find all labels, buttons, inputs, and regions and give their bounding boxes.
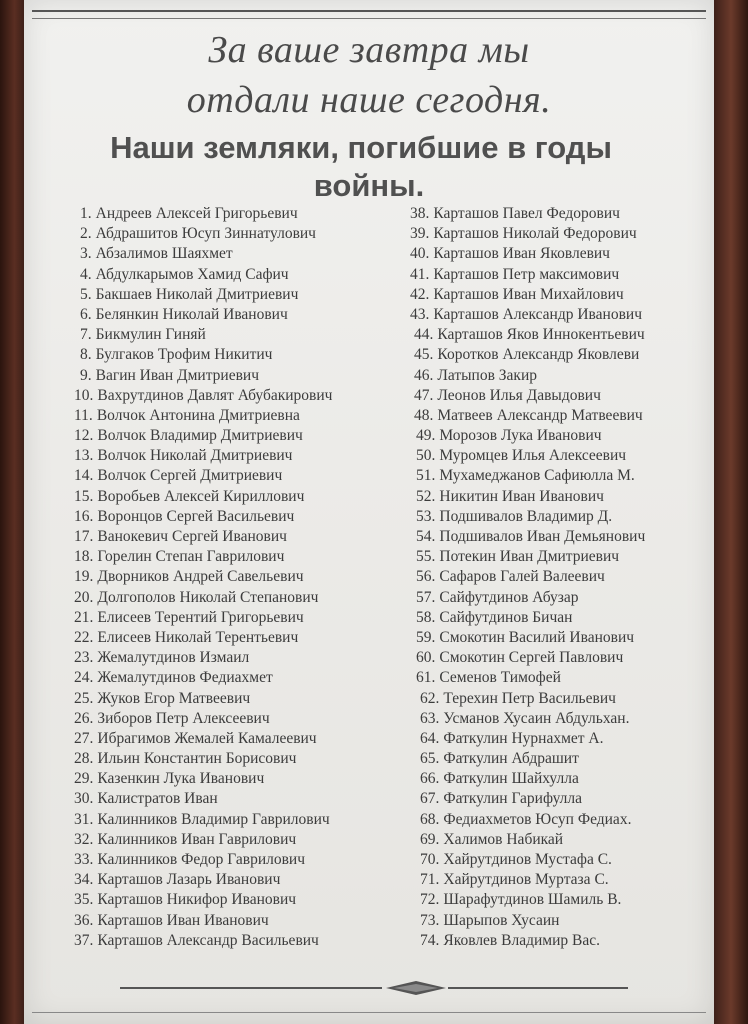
subheading-line-2: войны. — [313, 168, 425, 203]
entry-number: 57. — [416, 588, 436, 606]
entry-number: 61. — [416, 669, 436, 687]
entry-name: Потекин Иван Дмитриевич — [439, 548, 620, 566]
name-entry — [416, 547, 710, 567]
name-entry — [420, 931, 710, 951]
name-entry — [410, 204, 710, 224]
entry-name: Булгаков Трофим Никитич — [95, 346, 273, 364]
entry-name: Вагин Иван Дмитриевич — [95, 366, 259, 384]
name-entry — [416, 466, 710, 486]
name-entry — [414, 325, 710, 345]
entry-number: 9. — [80, 366, 92, 384]
name-entry — [74, 426, 420, 446]
name-entry — [74, 588, 420, 608]
entry-number: 32. — [74, 830, 94, 848]
name-entry — [420, 789, 710, 809]
entry-name: Горелин Степан Гаврилович — [97, 548, 285, 566]
entry-number: 2. — [80, 225, 92, 243]
entry-name: Яковлев Владимир Вас. — [443, 931, 600, 949]
entry-name: Усманов Хусаин Абдульхан. — [443, 709, 630, 727]
name-entry — [416, 648, 710, 668]
name-entry — [410, 224, 710, 244]
name-entry — [74, 830, 420, 850]
entry-number: 17. — [74, 528, 94, 545]
heading-line-2: отдали наше сегодня. — [186, 79, 552, 121]
name-entry — [74, 931, 420, 951]
name-entry — [410, 285, 710, 305]
entry-number: 7. — [80, 326, 92, 344]
entry-name: Вахрутдинов Давлят Абубакирович — [97, 386, 333, 404]
name-entry — [74, 386, 420, 406]
entry-name: Смокотин Сергей Павлович — [439, 649, 624, 667]
entry-name: Муромцев Илья Алексеевич — [439, 447, 627, 465]
entry-number: 52. — [416, 487, 436, 505]
entry-name: Ильин Константин Борисович — [97, 750, 297, 768]
memorial-sheet — [24, 0, 714, 1024]
entry-number: 37. — [74, 931, 94, 949]
name-entry — [420, 890, 710, 910]
entry-number: 42. — [410, 285, 430, 303]
bottom-rule-left — [120, 987, 382, 989]
entry-name: Бакшаев Николай Дмитриевич — [95, 285, 299, 303]
name-entry — [74, 466, 420, 486]
entry-number: 74. — [420, 931, 440, 949]
name-entry — [416, 567, 710, 587]
subheading-line-1: Наши земляки, погибшие в годы — [110, 130, 612, 165]
name-entry — [80, 345, 420, 365]
entry-number: 64. — [420, 729, 440, 747]
entry-number: 16. — [74, 507, 94, 525]
entry-number: 29. — [74, 770, 94, 788]
entry-number: 45. — [414, 346, 434, 364]
wood-frame-left — [0, 0, 24, 1024]
entry-number: 24. — [74, 669, 94, 687]
entry-number: 33. — [74, 851, 94, 868]
name-entry — [80, 244, 420, 264]
name-entry — [74, 527, 420, 547]
entry-number: 49. — [416, 427, 436, 445]
name-entry — [74, 547, 420, 567]
entry-name: Волчок Владимир Дмитриевич — [97, 427, 303, 445]
entry-name: Калистратов Иван — [97, 790, 218, 808]
entry-name: Халимов Набикай — [443, 830, 564, 848]
name-entry — [80, 305, 420, 325]
entry-number: 63. — [420, 709, 440, 727]
name-entry — [74, 406, 420, 426]
name-entry — [420, 709, 710, 729]
entry-name: Казенкин Лука Иванович — [97, 770, 265, 788]
entry-name: Фаткулин Абдрашит — [443, 750, 579, 768]
entry-name: Волчок Николай Дмитриевич — [97, 447, 293, 465]
entry-name: Абдрашитов Юсуп Зиннатулович — [95, 225, 316, 243]
entry-name: Терехин Петр Васильевич — [443, 689, 616, 707]
entry-number: 40. — [410, 245, 430, 263]
entry-number: 46. — [414, 366, 434, 384]
entry-number: 31. — [74, 810, 94, 828]
entry-name: Калинников Иван Гаврилович — [97, 830, 297, 848]
entry-number: 44. — [414, 326, 434, 344]
name-entry — [74, 507, 420, 527]
entry-name: Абдулкарымов Хамид Сафич — [95, 265, 289, 283]
entry-name: Карташов Александр Васильевич — [97, 931, 319, 949]
entry-number: 67. — [420, 790, 440, 808]
entry-name: Леонов Илья Давыдович — [437, 386, 601, 404]
entry-number: 73. — [420, 911, 440, 929]
name-entry — [74, 870, 420, 890]
entry-number: 6. — [80, 305, 92, 323]
entry-number: 48. — [414, 406, 434, 424]
entry-name: Сайфутдинов Бичан — [439, 608, 573, 626]
entry-name: Морозов Лука Иванович — [439, 427, 602, 445]
name-entry — [74, 749, 420, 769]
name-entry — [74, 648, 420, 668]
name-entry — [80, 325, 420, 345]
name-entry — [74, 668, 420, 688]
name-entry — [414, 406, 710, 426]
entry-number: 15. — [74, 487, 94, 505]
entry-number: 35. — [74, 891, 94, 909]
entry-name: Абзалимов Шаяхмет — [95, 245, 233, 263]
name-entry — [80, 265, 420, 285]
entry-number: 54. — [416, 528, 436, 545]
entry-name: Ибрагимов Жемалей Камалеевич — [97, 729, 317, 747]
entry-number: 18. — [74, 548, 94, 566]
heading-line-1: За ваше завтра мы — [208, 29, 530, 71]
entry-name: Воробьев Алексей Кириллович — [97, 487, 305, 505]
entry-name: Шарафутдинов Шамиль В. — [443, 891, 622, 909]
entry-number: 4. — [80, 265, 92, 283]
entry-number: 13. — [74, 447, 94, 465]
name-entry — [74, 709, 420, 729]
entry-name: Коротков Александр Яковлеви — [437, 346, 640, 364]
entry-name: Подшивалов Иван Демьянович — [439, 528, 646, 545]
name-entry — [410, 265, 710, 285]
name-entry — [420, 850, 710, 870]
entry-name: Андреев Алексей Григорьевич — [95, 205, 298, 222]
entry-number: 69. — [420, 830, 440, 848]
name-entry — [410, 244, 710, 264]
entry-number: 39. — [410, 225, 430, 243]
entry-name: Смокотин Василий Иванович — [439, 628, 635, 646]
entry-name: Карташов Петр максимович — [433, 265, 620, 283]
name-entry — [416, 668, 710, 688]
entry-number: 21. — [74, 608, 94, 626]
names-list-left — [74, 204, 420, 951]
name-entry — [416, 628, 710, 648]
entry-name: Зиборов Петр Алексеевич — [97, 709, 270, 727]
entry-name: Жемалутдинов Измаил — [97, 649, 250, 667]
name-entry — [420, 749, 710, 769]
entry-name: Сайфутдинов Абузар — [439, 588, 579, 606]
entry-number: 1. — [80, 205, 92, 222]
entry-name: Шарыпов Хусаин — [443, 911, 560, 929]
entry-name: Мухамеджанов Сафиюлла М. — [439, 467, 635, 485]
entry-name: Карташов Иван Иванович — [97, 911, 269, 929]
name-entry — [420, 810, 710, 830]
name-entry — [74, 789, 420, 809]
name-entry — [74, 689, 420, 709]
entry-number: 8. — [80, 346, 92, 364]
entry-name: Жуков Егор Матвеевич — [97, 689, 251, 707]
entry-name: Карташов Николай Федорович — [433, 225, 637, 243]
entry-number: 41. — [410, 265, 430, 283]
entry-number: 56. — [416, 568, 436, 586]
name-entry — [80, 204, 420, 224]
entry-number: 47. — [414, 386, 434, 404]
name-entry — [416, 507, 710, 527]
name-entry — [416, 608, 710, 628]
bottom-rule-right — [448, 987, 628, 989]
entry-name: Никитин Иван Иванович — [439, 487, 604, 505]
name-entry — [80, 285, 420, 305]
entry-name: Семенов Тимофей — [439, 669, 561, 687]
entry-number: 72. — [420, 891, 440, 909]
entry-name: Бикмулин Гиняй — [95, 326, 206, 344]
name-entry — [74, 769, 420, 789]
entry-number: 43. — [410, 305, 430, 323]
name-entry — [416, 527, 710, 547]
wood-frame-right — [714, 0, 748, 1024]
entry-name: Долгополов Николай Степанович — [97, 588, 319, 606]
entry-name: Елисеев Терентий Григорьевич — [97, 608, 304, 626]
entry-number: 66. — [420, 770, 440, 788]
entry-number: 20. — [74, 588, 94, 606]
names-list-right — [410, 204, 710, 951]
entry-number: 58. — [416, 608, 436, 626]
entry-name: Фаткулин Шайхулла — [443, 770, 579, 788]
name-entry — [420, 870, 710, 890]
entry-number: 23. — [74, 649, 94, 667]
top-rule-thin — [32, 18, 706, 19]
entry-number: 38. — [410, 205, 430, 222]
name-entry — [420, 830, 710, 850]
entry-number: 71. — [420, 871, 440, 889]
name-entry — [420, 729, 710, 749]
entry-number: 11. — [74, 406, 93, 424]
entry-name: Карташов Иван Михайлович — [433, 285, 624, 303]
entry-name: Карташов Павел Федорович — [433, 205, 620, 222]
entry-name: Карташов Иван Яковлевич — [433, 245, 610, 263]
entry-number: 55. — [416, 548, 436, 566]
entry-number: 70. — [420, 851, 440, 868]
entry-number: 10. — [74, 386, 94, 404]
name-entry — [416, 588, 710, 608]
entry-number: 51. — [416, 467, 436, 485]
entry-name: Волчок Антонина Дмитриевна — [96, 406, 300, 424]
entry-number: 59. — [416, 628, 436, 646]
entry-number: 25. — [74, 689, 94, 707]
name-entry — [420, 689, 710, 709]
entry-number: 19. — [74, 568, 94, 586]
name-entry — [416, 426, 710, 446]
entry-name: Карташов Яков Иннокентьевич — [437, 326, 645, 344]
entry-name: Хайрутдинов Муртаза С. — [443, 871, 609, 889]
entry-number: 26. — [74, 709, 94, 727]
entry-name: Карташов Никифор Иванович — [97, 891, 297, 909]
entry-number: 62. — [420, 689, 440, 707]
entry-number: 30. — [74, 790, 94, 808]
name-entry — [414, 386, 710, 406]
entry-name: Фаткулин Гарифулла — [443, 790, 583, 808]
entry-name: Матвеев Александр Матвеевич — [437, 406, 643, 424]
entry-name: Подшивалов Владимир Д. — [439, 507, 613, 525]
entry-name: Воронцов Сергей Васильевич — [97, 507, 295, 525]
entry-number: 14. — [74, 467, 94, 485]
name-entry — [414, 366, 710, 386]
name-entry — [74, 608, 420, 628]
entry-number: 27. — [74, 729, 94, 747]
name-entry — [74, 729, 420, 749]
entry-name: Сафаров Галей Валеевич — [439, 568, 605, 586]
name-entry — [74, 911, 420, 931]
name-entry — [80, 366, 420, 386]
name-entry — [420, 911, 710, 931]
entry-number: 36. — [74, 911, 94, 929]
entry-number: 28. — [74, 750, 94, 768]
name-entry — [74, 890, 420, 910]
name-entry — [74, 487, 420, 507]
entry-number: 68. — [420, 810, 440, 828]
entry-number: 53. — [416, 507, 436, 525]
entry-name: Латыпов Закир — [437, 366, 538, 384]
entry-number: 5. — [80, 285, 92, 303]
name-entry — [74, 567, 420, 587]
name-entry — [416, 446, 710, 466]
entry-name: Карташов Лазарь Иванович — [97, 871, 281, 889]
name-entry — [74, 850, 420, 870]
entry-number: 12. — [74, 427, 94, 445]
name-entry — [74, 446, 420, 466]
entry-name: Белянкин Николай Иванович — [95, 305, 288, 323]
entry-name: Карташов Александр Иванович — [433, 305, 643, 323]
top-rule — [32, 10, 706, 12]
entry-number: 22. — [74, 628, 94, 646]
name-entry — [80, 224, 420, 244]
entry-name: Дворников Андрей Савельевич — [97, 568, 304, 586]
entry-number: 65. — [420, 750, 440, 768]
name-entry — [416, 487, 710, 507]
name-entry — [420, 769, 710, 789]
entry-name: Елисеев Николай Терентьевич — [97, 628, 299, 646]
entry-name: Жемалутдинов Федиахмет — [97, 669, 273, 687]
name-entry — [74, 810, 420, 830]
entry-name: Волчок Сергей Дмитриевич — [97, 467, 283, 485]
entry-name: Ванокевич Сергей Иванович — [97, 528, 287, 545]
entry-name: Калинников Федор Гаврилович — [97, 851, 306, 868]
entry-name: Хайрутдинов Мустафа С. — [443, 851, 612, 868]
diamond-ornament-icon — [384, 980, 448, 996]
entry-number: 60. — [416, 649, 436, 667]
name-entry — [410, 305, 710, 325]
entry-name: Калинников Владимир Гаврилович — [97, 810, 330, 828]
entry-name: Фаткулин Нурнахмет А. — [443, 729, 604, 747]
entry-name: Федиахметов Юсуп Федиах. — [443, 810, 632, 828]
entry-number: 3. — [80, 245, 92, 263]
name-entry — [414, 345, 710, 365]
entry-number: 50. — [416, 447, 436, 465]
bottom-rule-thin — [32, 1012, 706, 1013]
name-entry — [74, 628, 420, 648]
entry-number: 34. — [74, 871, 94, 889]
